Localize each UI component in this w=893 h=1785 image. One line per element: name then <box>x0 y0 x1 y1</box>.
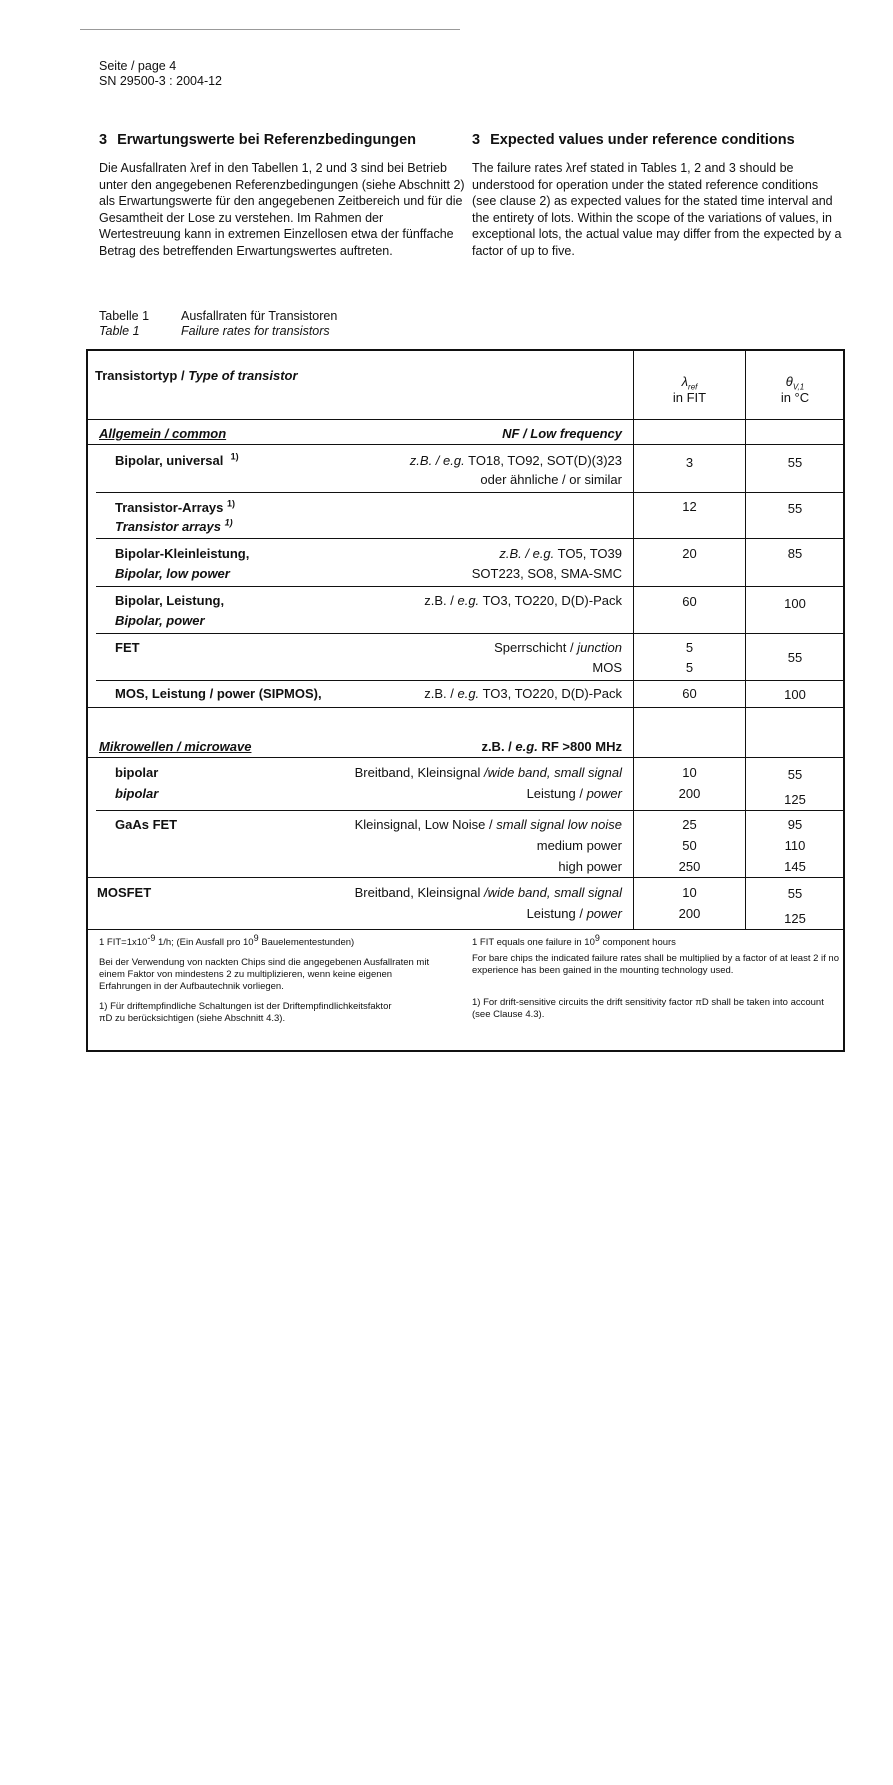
section-text-en: The failure rates λref stated in Tables 1, 2 and 3 should be understood for operation under the stated reference conditions (see clause 2) as expected values for the stated time interval and the entirety of lots. Within the scope of the variations of values, in exceptional lots, the actual value may differ from the expected by a factor of up to five. <box>472 161 842 258</box>
row5-theta: 55 <box>787 650 803 665</box>
header-type: Transistortyp / Type of transistor <box>95 368 298 383</box>
mw1-desc: Breitband, Kleinsignal /wide band, small signal <box>354 765 622 780</box>
header-theta: $\theta_{V,1}$ in °C <box>780 374 810 405</box>
row-mosfet: MOSFET <box>97 885 152 900</box>
section-text-de: Die Ausfallraten λref in den Tabellen 1, 2 und 3 sind bei Betrieb unter den angegebenen Referenzbedingungen (siehe Abschnitt 2) als Erwartungswerte für den angegebenen Zeitbereich und für die Gesamtheit der Lose zu verstehen. Im Rahmen der Wertestreuung kann in extremen Einzellosen etwa der fünffache Betrag des betreffenden Erwartungswertes auftreten. <box>99 161 465 258</box>
row4-example: z.B. / e.g. TO3, TO220, D(D)-Pack <box>424 593 622 608</box>
row-rule <box>87 419 844 420</box>
standard-id: SN 29500-3 : 2004-12 <box>99 74 223 88</box>
section-title-en: 3 Expected values under reference conditions <box>472 132 795 148</box>
mw1-theta: 55 <box>787 767 803 782</box>
row5-lambda-2: 5 <box>685 660 694 675</box>
mos-desc-1: Breitband, Kleinsignal /wide band, small signal <box>354 885 622 900</box>
footnote-fit-de: 1 FIT=1x10-9 1/h; (Ein Ausfall pro 109 Bauelementestunden) <box>99 932 355 948</box>
section-title-de: 3 Erwartungswerte bei Referenzbedingungen <box>99 132 416 148</box>
row-bipolar-low-power-en: Bipolar, low power <box>115 566 230 581</box>
row-rule <box>96 492 844 493</box>
gaas-theta-1: 95 <box>787 817 803 832</box>
row-rule <box>87 444 844 445</box>
row-transistor-arrays-en: Transistor arrays $^{1)}$ <box>115 517 233 534</box>
row-rule <box>87 757 844 758</box>
row1-example-2: oder ähnliche / or similar <box>480 472 622 487</box>
gaas-theta-2: 110 <box>784 838 806 853</box>
row-bipolar-low-power: Bipolar-Kleinleistung, <box>115 546 250 561</box>
mos-theta-2: 125 <box>784 911 806 926</box>
row2-lambda: 12 <box>682 499 697 514</box>
mos-desc-2: Leistung / power <box>526 906 622 921</box>
mw1-lambda: 10 <box>682 765 697 780</box>
gaas-theta-3: 145 <box>784 859 806 874</box>
row3-example-2: SOT223, SO8, SMA-SMC <box>471 566 622 581</box>
footnote-drift-de: 1) Für driftempfindliche Schaltungen ist der Driftempfindlichkeitsfaktor πD zu berücksichtigen (siehe Abschnitt 4.3). <box>99 1001 392 1024</box>
row-bipolar-power-en: Bipolar, power <box>115 613 205 628</box>
row-bipolar-power: Bipolar, Leistung, <box>115 593 225 608</box>
group-common: Allgemein / common <box>99 426 227 441</box>
mos-theta-1: 55 <box>787 886 803 901</box>
row-gaas-fet: GaAs FET <box>115 817 178 832</box>
row1-lambda: 3 <box>685 455 694 470</box>
row4-theta: 100 <box>784 596 806 611</box>
footnote-chips-en: For bare chips the indicated failure rates shall be multiplied by a factor of at least 2 if no experience has been gained in the mounting technology used. <box>472 953 840 976</box>
row3-example-1: z.B. / e.g. TO5, TO39 <box>499 546 622 561</box>
footnote-fit-en: 1 FIT equals one failure in 109 component hours <box>472 932 676 948</box>
table-caption: Tabelle 1 Ausfallraten für Transistoren Table 1 Failure rates for transistors <box>99 309 338 338</box>
row-rule <box>96 633 844 634</box>
mos-lambda-1: 10 <box>682 885 697 900</box>
row3-lambda: 20 <box>682 546 697 561</box>
gaas-desc-3: high power <box>558 859 622 874</box>
group-common-note: NF / Low frequency <box>502 426 622 441</box>
row-fet: FET <box>115 640 140 655</box>
row1-theta: 55 <box>787 455 803 470</box>
row5-sub-2: MOS <box>592 660 622 675</box>
header-lambda: $\lambda_{ref}$ in FIT <box>672 374 707 405</box>
footnote-chips-de: Bei der Verwendung von nackten Chips sind die angegebenen Ausfallraten mit einem Faktor von mindestens 2 zu multiplizieren, wenn keine eigenen Erfahrungen in der Aufbautechnik vorliegen. <box>99 957 430 992</box>
gaas-desc-1: Kleinsignal, Low Noise / small signal low noise <box>354 817 622 832</box>
gaas-desc-2: medium power <box>536 838 622 853</box>
row-mos-power: MOS, Leistung / power (SIPMOS), <box>115 686 322 701</box>
footnote-drift-en: 1) For drift-sensitive circuits the drift sensitivity factor πD shall be taken into account (see Clause 4.3). <box>472 997 824 1020</box>
row-rule <box>87 877 844 878</box>
group-microwave: Mikrowellen / microwave <box>99 739 252 754</box>
row3-theta: 85 <box>787 546 803 561</box>
gaas-lambda-2: 50 <box>682 838 697 853</box>
row-rule <box>96 680 844 681</box>
row-rule <box>96 810 844 811</box>
row2-theta: 55 <box>787 501 803 516</box>
header-rule <box>80 29 460 30</box>
mw2-desc: Leistung / power <box>526 786 622 801</box>
page-header <box>99 59 222 89</box>
row-rule <box>87 929 844 930</box>
row-bipolar-universal: Bipolar, universal $^{1)}$ <box>115 451 239 468</box>
mw2-theta: 125 <box>784 792 806 807</box>
row-rule <box>96 538 844 539</box>
row6-theta: 100 <box>784 687 806 702</box>
row-mw-bipolar: bipolar <box>115 765 159 780</box>
row5-sub-1: Sperrschicht / junction <box>494 640 622 655</box>
row-transistor-arrays: Transistor-Arrays $^{1)}$ <box>115 498 236 515</box>
row-rule <box>96 586 844 587</box>
row6-lambda: 60 <box>682 686 697 701</box>
row-rule <box>87 707 844 708</box>
group-microwave-note: z.B. / e.g. RF >800 MHz <box>481 739 622 754</box>
page-number: Seite / page 4 <box>99 59 177 73</box>
mos-lambda-2: 200 <box>678 906 701 921</box>
row1-example-1: z.B. / e.g. TO18, TO92, SOT(D)(3)23 <box>409 453 622 468</box>
row4-lambda: 60 <box>682 594 697 609</box>
gaas-lambda-3: 250 <box>678 859 701 874</box>
row6-example: z.B. / e.g. TO3, TO220, D(D)-Pack <box>424 686 622 701</box>
gaas-lambda-1: 25 <box>682 817 697 832</box>
row-mw-bipolar-power: bipolar <box>115 786 159 801</box>
row5-lambda-1: 5 <box>685 640 694 655</box>
mw2-lambda: 200 <box>678 786 701 801</box>
